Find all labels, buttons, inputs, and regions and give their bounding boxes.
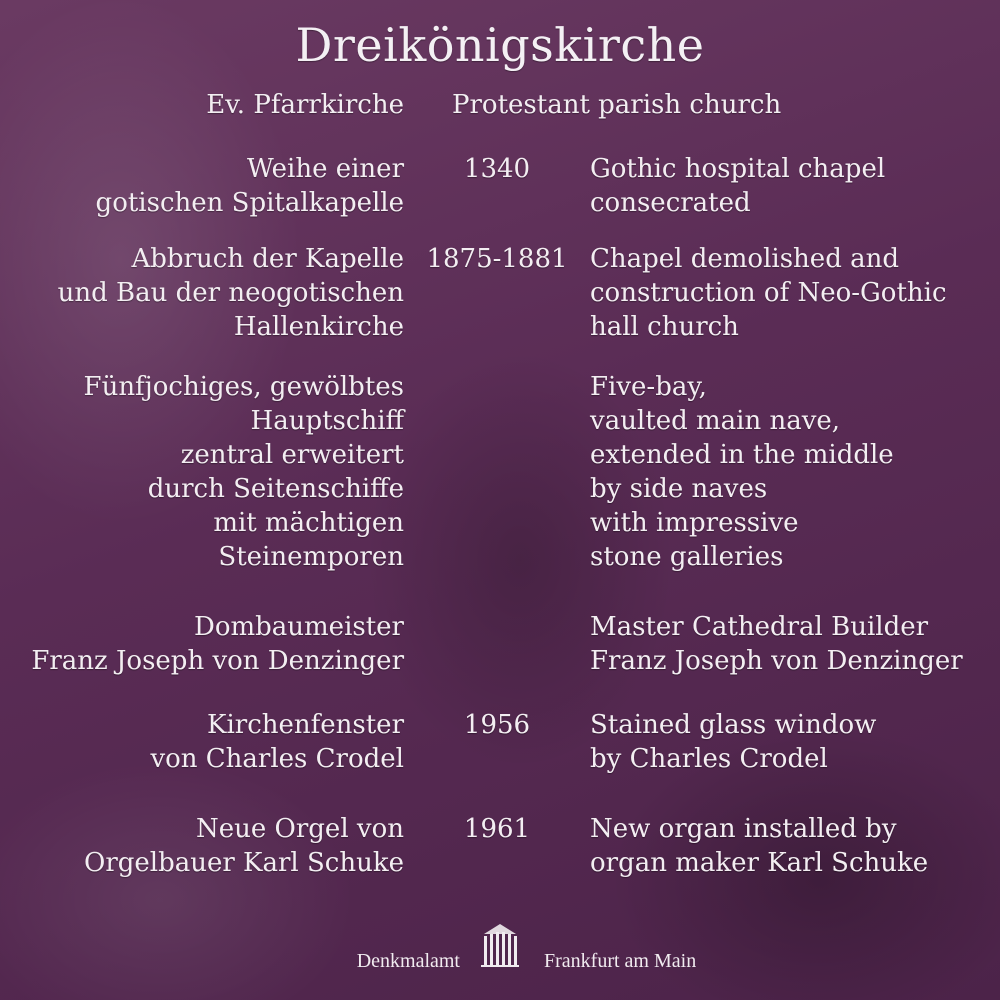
- entry-en: Stained glass window by Charles Crodel: [590, 710, 877, 774]
- subtitle-english: Protestant parish church: [452, 90, 782, 120]
- entry-en: Five-bay, vaulted main nave, extended in the middle by side naves with impressive stone galleries: [590, 372, 894, 572]
- entry-de: Kirchenfenster von Charles Crodel: [150, 710, 404, 774]
- subtitle-german: Ev. Pfarrkirche: [206, 90, 404, 120]
- entry-year: 1961: [463, 814, 531, 844]
- entry-en: Chapel demolished and construction of Neo-Gothic hall church: [590, 244, 947, 342]
- entry-year: 1875-1881: [426, 244, 568, 274]
- entry-de: Fünfjochiges, gewölbtes Hauptschiff zentral erweitert durch Seitenschiffe mit mächtigen Steinemporen: [83, 372, 404, 572]
- footer-denkmalamt: Denkmalamt: [356, 950, 460, 972]
- entry-de: Weihe einer gotischen Spitalkapelle: [95, 154, 404, 218]
- entry-de: Dombaumeister Franz Joseph von Denzinger: [31, 612, 404, 676]
- entry-year: 1956: [463, 710, 531, 740]
- entry-year: 1340: [463, 154, 531, 184]
- plaque-title: Dreikönigskirche: [295, 18, 705, 72]
- footer-frankfurt: Frankfurt am Main: [544, 950, 697, 972]
- entry-de: Abbruch der Kapelle und Bau der neogotischen Hallenkirche: [57, 244, 404, 342]
- entry-de: Neue Orgel von Orgelbauer Karl Schuke: [84, 814, 404, 878]
- entry-en: New organ installed by organ maker Karl Schuke: [590, 814, 929, 878]
- entry-en: Gothic hospital chapel consecrated: [590, 154, 886, 218]
- building-columns-icon: [478, 922, 522, 968]
- entry-en: Master Cathedral Builder Franz Joseph von Denzinger: [590, 612, 963, 676]
